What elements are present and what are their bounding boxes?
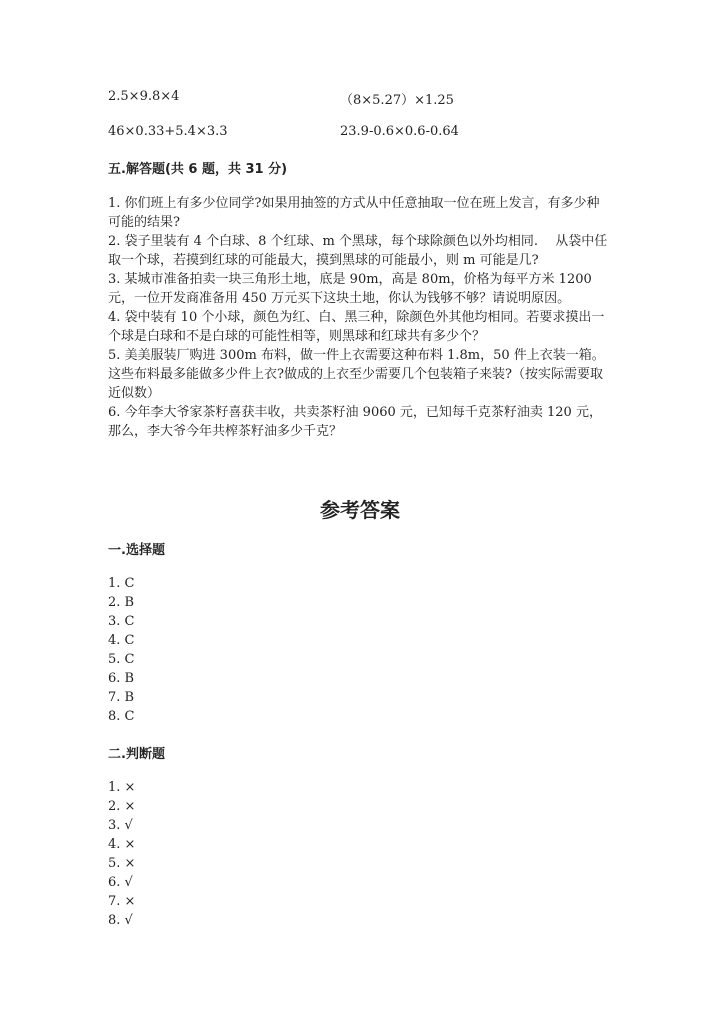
- choice-answer: 4. C: [108, 633, 135, 648]
- question-6: 6. 今年李大爷家茶籽喜获丰收，共卖茶籽油 9060 元，已知每千克茶籽油卖 120 元，那么，李大爷今年共榨茶籽油多少千克？: [108, 405, 602, 439]
- choice-answer: 7. B: [108, 690, 135, 705]
- calc-1: 2.5×9.8×4: [108, 89, 180, 104]
- calc-3: 46×0.33+5.4×3.3: [108, 124, 228, 139]
- judge-answers: [108, 778, 135, 930]
- calc-4: 23.9-0.6×0.6-0.64: [340, 124, 459, 139]
- judge-answer: 3. √: [108, 818, 133, 833]
- question-5: 5. 美美服装厂购进 300m 布料，做一件上衣需要这种布料 1.8m，50 件上衣装一箱。这些布料最多能做多少件上衣?做成的上衣至少需要几个包装箱子来装?（按实际需要取近似数）: [108, 348, 605, 401]
- calc-2: （8×5.27）×1.25: [340, 93, 454, 108]
- question-list: [108, 194, 610, 441]
- judge-answer: 8. √: [108, 913, 133, 928]
- question-4: 4. 袋中装有 10 个小球，颜色为红、白、黑三种，除颜色外其他均相同。若要求摸出一个球是白球和不是白球的可能性相等，则黑球和红球共有多少个？: [108, 310, 605, 344]
- choice-answer: 3. C: [108, 614, 135, 629]
- choice-answer: 1. C: [108, 576, 135, 591]
- judge-answer: 7. ×: [108, 894, 136, 909]
- choice-answers: [108, 574, 134, 726]
- question-2: 2. 袋子里装有 4 个白球、8 个红球、m 个黑球，每个球除颜色以外均相同. 从袋中任取一个球，若摸到红球的可能最大，摸到黑球的可能最小，则 m 可能是几?: [108, 234, 608, 268]
- choice-answer: 6. B: [108, 671, 135, 686]
- section5-heading: 五.解答题(共 6 题，共 31 分): [108, 162, 288, 177]
- choice-answer: 8. C: [108, 709, 135, 724]
- question-3: 3. 某城市准备拍卖一块三角形土地，底是 90m，高是 80m，价格为每平方米 1200 元，一位开发商准备用 450 万元买下这块土地，你认为钱够不够？请说明原因。: [108, 272, 592, 306]
- choice-answer: 5. C: [108, 652, 135, 667]
- judge-answer: 1. ×: [108, 780, 136, 795]
- choice-answer: 2. B: [108, 595, 135, 610]
- judge-answer: 4. ×: [108, 837, 136, 852]
- judge-heading: 二.判断题: [108, 747, 165, 762]
- judge-answer: 6. √: [108, 875, 133, 890]
- judge-answer: 5. ×: [108, 856, 136, 871]
- answers-title: 参考答案: [320, 498, 400, 522]
- question-1: 1. 你们班上有多少位同学?如果用抽签的方式从中任意抽取一位在班上发言，有多少种可能的结果?: [108, 196, 600, 230]
- judge-answer: 2. ×: [108, 799, 136, 814]
- choice-heading: 一.选择题: [108, 543, 165, 558]
